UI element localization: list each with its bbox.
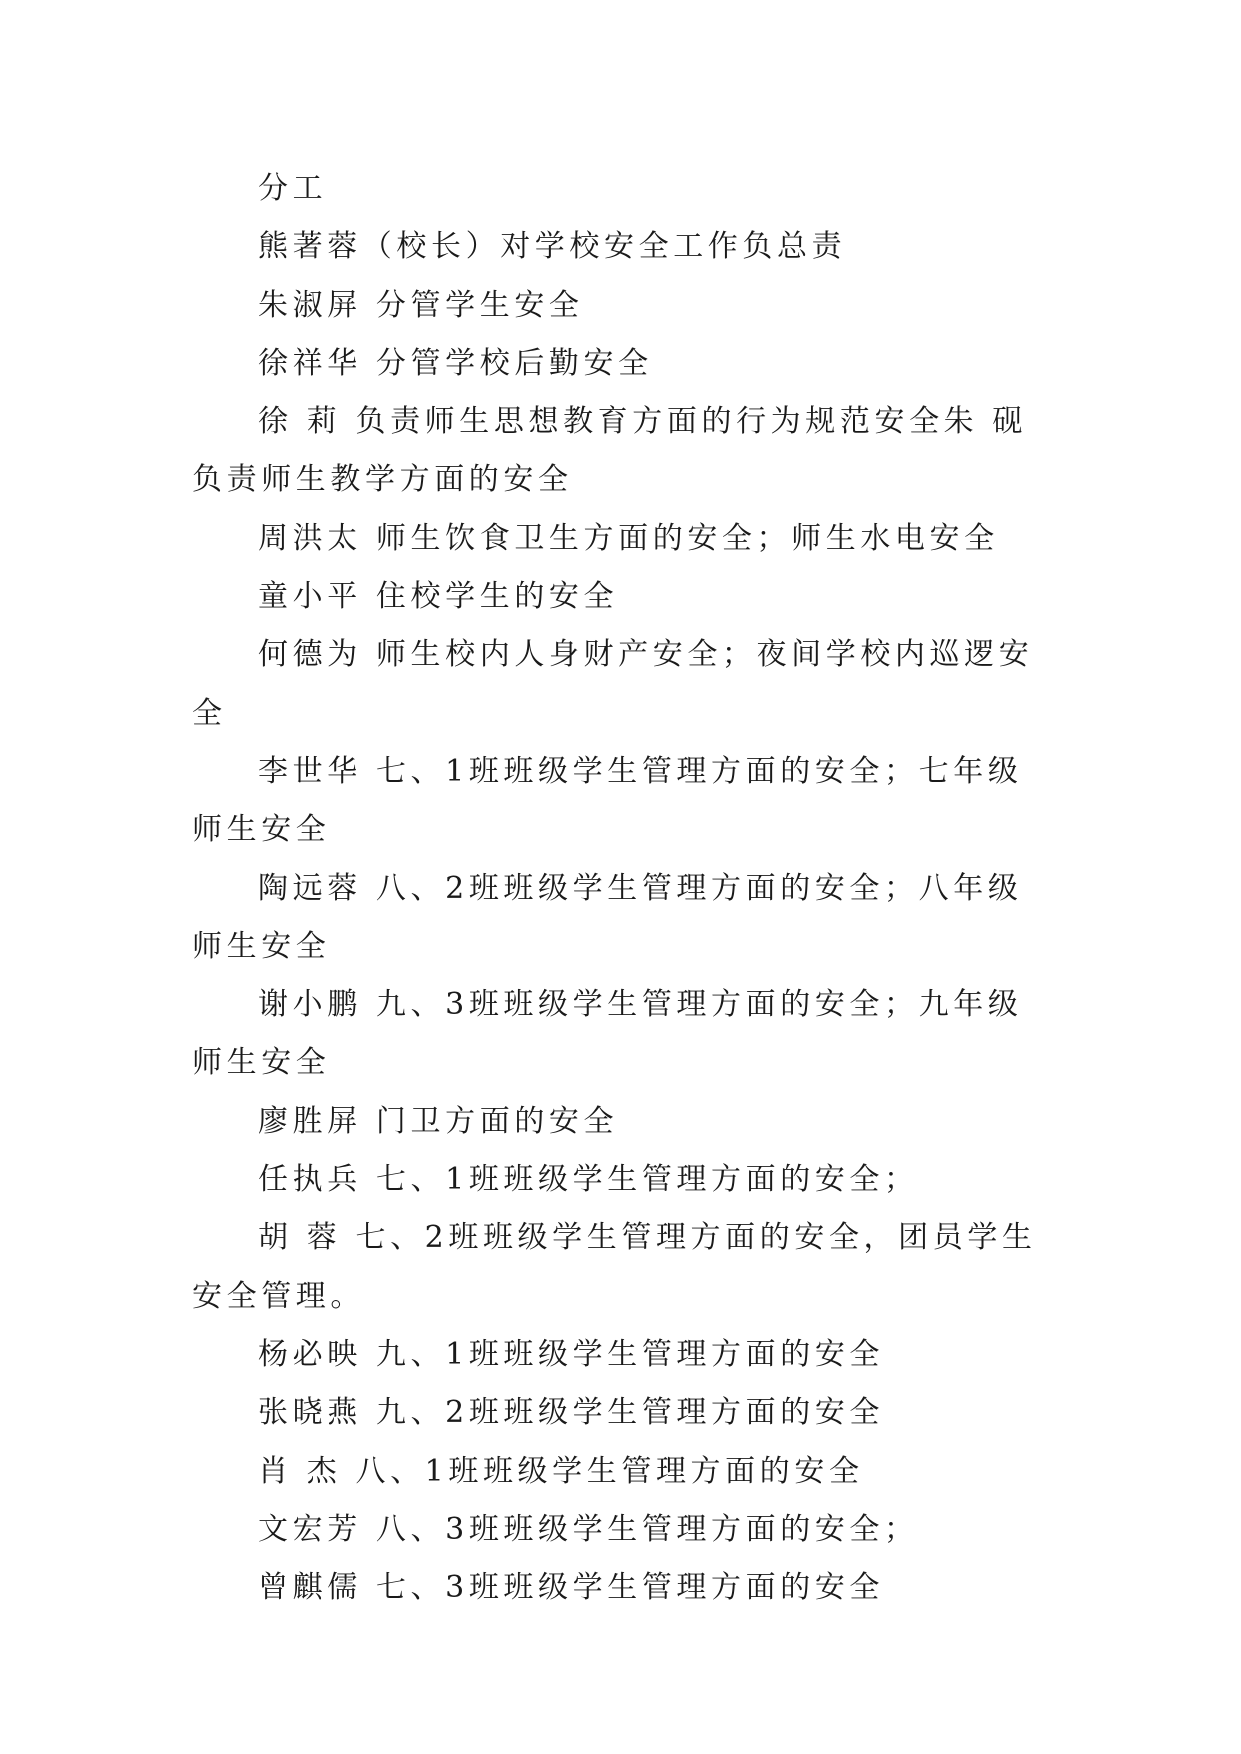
paragraph-class-8-3: 文宏芳 八、3班班级学生管理方面的安全；: [258, 1511, 919, 1547]
paragraph-class-7-1: 任执兵 七、1班班级学生管理方面的安全；: [258, 1162, 919, 1198]
paragraph-logistics-safety: 徐祥华 分管学校后勤安全: [258, 345, 653, 381]
paragraph-gate-safety: 廖胜屏 门卫方面的安全: [258, 1103, 619, 1139]
paragraph-boarding-safety: 童小平 住校学生的安全: [258, 579, 619, 615]
paragraph-conduct-teaching-safety: 徐 莉 负责师生思想教育方面的行为规范安全朱 砚负责师生教学方面的安全: [192, 404, 1028, 498]
paragraph-student-safety: 朱淑屏 分管学生安全: [258, 287, 584, 323]
paragraph-grade8-safety: 陶远蓉 八、2班班级学生管理方面的安全；八年级师生安全: [192, 870, 1023, 964]
paragraph-class-7-2: 胡 蓉 七、2班班级学生管理方面的安全，团员学生安全管理。: [192, 1220, 1037, 1314]
paragraph-food-utilities-safety: 周洪太 师生饮食卫生方面的安全；师生水电安全: [258, 520, 999, 556]
paragraph-class-7-3: 曾麒儒 七、3班班级学生管理方面的安全: [258, 1570, 885, 1606]
paragraph-class-8-1: 肖 杰 八、1班班级学生管理方面的安全: [258, 1453, 864, 1489]
paragraph-class-9-2: 张晓燕 九、2班班级学生管理方面的安全: [258, 1395, 885, 1431]
paragraph-heading: 分工: [258, 171, 328, 206]
paragraph-property-patrol-safety: 何德为 师生校内人身财产安全；夜间学校内巡逻安全: [192, 637, 1034, 731]
paragraph-principal: 熊著蓉（校长）对学校安全工作负总责: [258, 229, 847, 265]
paragraph-grade9-safety: 谢小鹏 九、3班班级学生管理方面的安全；九年级师生安全: [192, 987, 1023, 1081]
document-body: [192, 160, 1052, 1617]
paragraph-class-9-1: 杨必映 九、1班班级学生管理方面的安全: [258, 1336, 885, 1372]
paragraph-grade7-safety: 李世华 七、1班班级学生管理方面的安全；七年级师生安全: [192, 753, 1023, 848]
